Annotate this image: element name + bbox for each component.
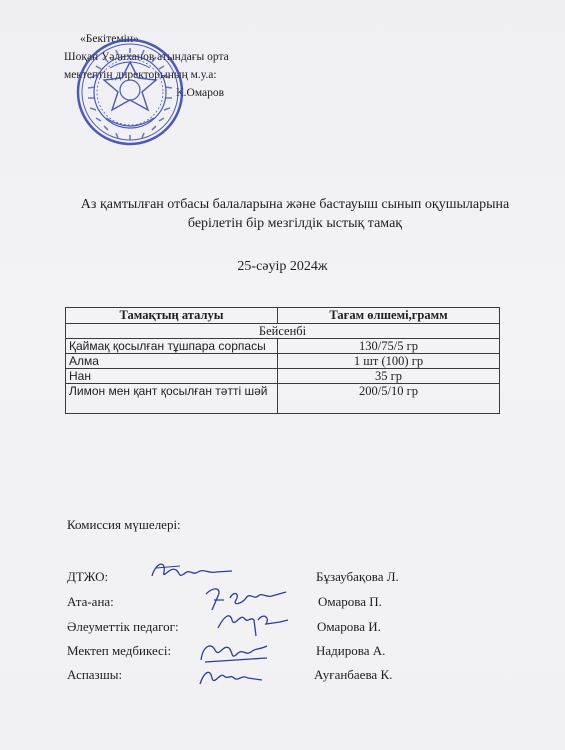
dish-name-cell: Лимон мен қант қосылған тәтті шәй — [66, 384, 278, 414]
dish-name-cell: Нан — [66, 369, 278, 384]
approval-line-1: «Бекітемін» — [80, 33, 139, 45]
portion-size-cell: 200/5/10 гр — [278, 384, 500, 414]
commission-heading: Комиссия мүшелері: — [67, 517, 181, 532]
table-row — [66, 339, 500, 354]
member-name: Омарова П. — [318, 594, 382, 609]
table-row — [66, 369, 500, 384]
approval-line-4: К.Омаров — [176, 87, 225, 99]
table-row — [66, 354, 500, 369]
document-title: Аз қамтылған отбасы балаларына және бастауыш сынып оқушыларына берілетін бір мезгілдік ыстық тамақ — [80, 197, 510, 231]
member-role: Ата-ана: — [67, 594, 114, 609]
member-name: Бұзаубақова Л. — [316, 569, 399, 584]
approval-line-2: Шоқан Уәлиханов атындағы орта — [64, 51, 229, 63]
menu-table-header-row — [66, 308, 500, 324]
member-name: Омарова И. — [317, 619, 381, 634]
member-role: Аспазшы: — [67, 667, 123, 682]
commission-member-row — [67, 667, 487, 687]
member-name: Надирова А. — [316, 643, 386, 658]
document-date: 25-сәуір 2024ж — [237, 259, 328, 274]
member-role: ДТЖО: — [67, 569, 109, 584]
dish-name-cell: Қаймақ қосылған тұшпара сорпасы — [66, 339, 278, 354]
portion-size-cell: 130/75/5 гр — [278, 339, 500, 354]
table-row — [66, 384, 500, 414]
dish-name-cell: Алма — [66, 354, 278, 369]
member-role: Мектеп медбикесі: — [67, 643, 172, 658]
official-seal-stamp — [76, 38, 184, 146]
member-role: Әлеуметтік педагог: — [67, 619, 179, 634]
portion-size-cell: 1 шт (100) гр — [278, 354, 500, 369]
column-header-dish-name: Тамақтың аталуы — [66, 308, 278, 324]
commission-member-row — [67, 643, 487, 663]
day-cell: Бейсенбі — [66, 324, 500, 339]
member-name: Ауғанбаева К. — [314, 667, 393, 682]
day-row — [66, 324, 500, 339]
approval-line-3: мектептің директорының м.у.а: — [64, 69, 217, 81]
menu-table — [65, 307, 500, 414]
portion-size-cell: 35 гр — [278, 369, 500, 384]
signature-social-teacher — [210, 606, 290, 640]
column-header-portion-size: Тағам өлшемі,грамм — [278, 308, 500, 324]
signature-cook — [194, 662, 266, 692]
